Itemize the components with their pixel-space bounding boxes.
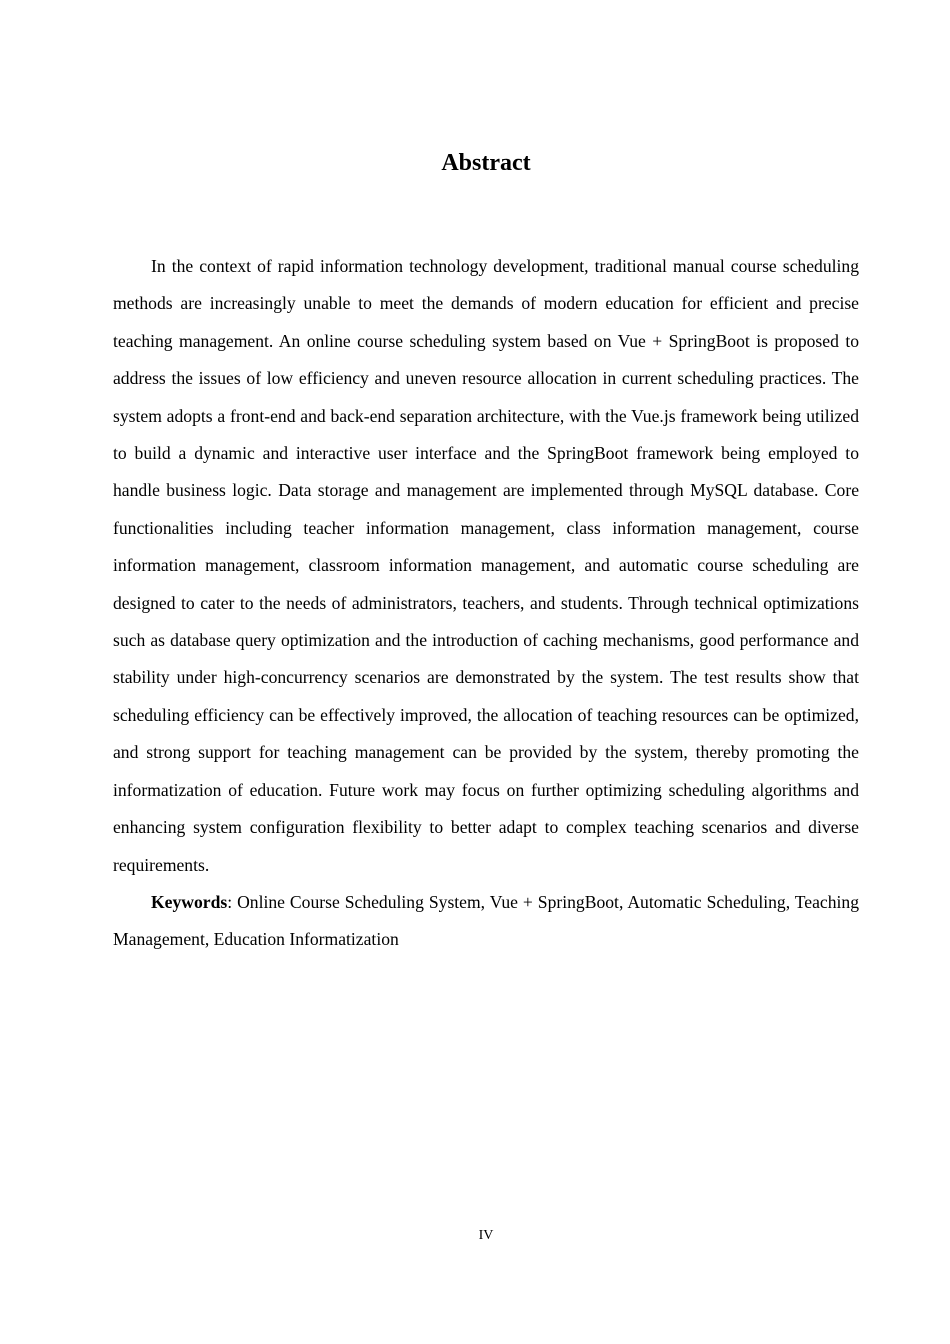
keywords-paragraph	[113, 884, 859, 959]
page-title: Abstract	[441, 150, 531, 176]
page-number: IV	[478, 1228, 494, 1243]
abstract-body	[113, 248, 859, 959]
keywords-label: Keywords	[151, 891, 228, 912]
keywords-list: : Online Course Scheduling System, Vue + SpringBoot, Automatic Scheduling, Teaching Management, Education Informatization	[113, 891, 859, 950]
abstract-paragraph: In the context of rapid information technology development, traditional manual course scheduling methods are increasingly unable to meet the demands of modern education for efficient and precise teaching management. An online course scheduling system based on Vue + SpringBoot is proposed to address the issues of low efficiency and uneven resource allocation in current scheduling practices. The system adopts a front-end and back-end separation architecture, with the Vue.js framework being utilized to build a dynamic and interactive user interface and the SpringBoot framework being employed to handle business logic. Data storage and management are implemented through MySQL database. Core functionalities including teacher information management, class information management, course information management, classroom information management, and automatic course scheduling are designed to cater to the needs of administrators, teachers, and students. Through technical optimizations such as database query optimization and the introduction of caching mechanisms, good performance and stability under high-concurrency scenarios are demonstrated by the system. The test results show that scheduling efficiency can be effectively improved, the allocation of teaching resources can be optimized, and strong support for teaching management can be provided by the system, thereby promoting the informatization of education. Future work may focus on further optimizing scheduling algorithms and enhancing system configuration flexibility to better adapt to complex teaching scenarios and diverse requirements.	[113, 256, 859, 875]
